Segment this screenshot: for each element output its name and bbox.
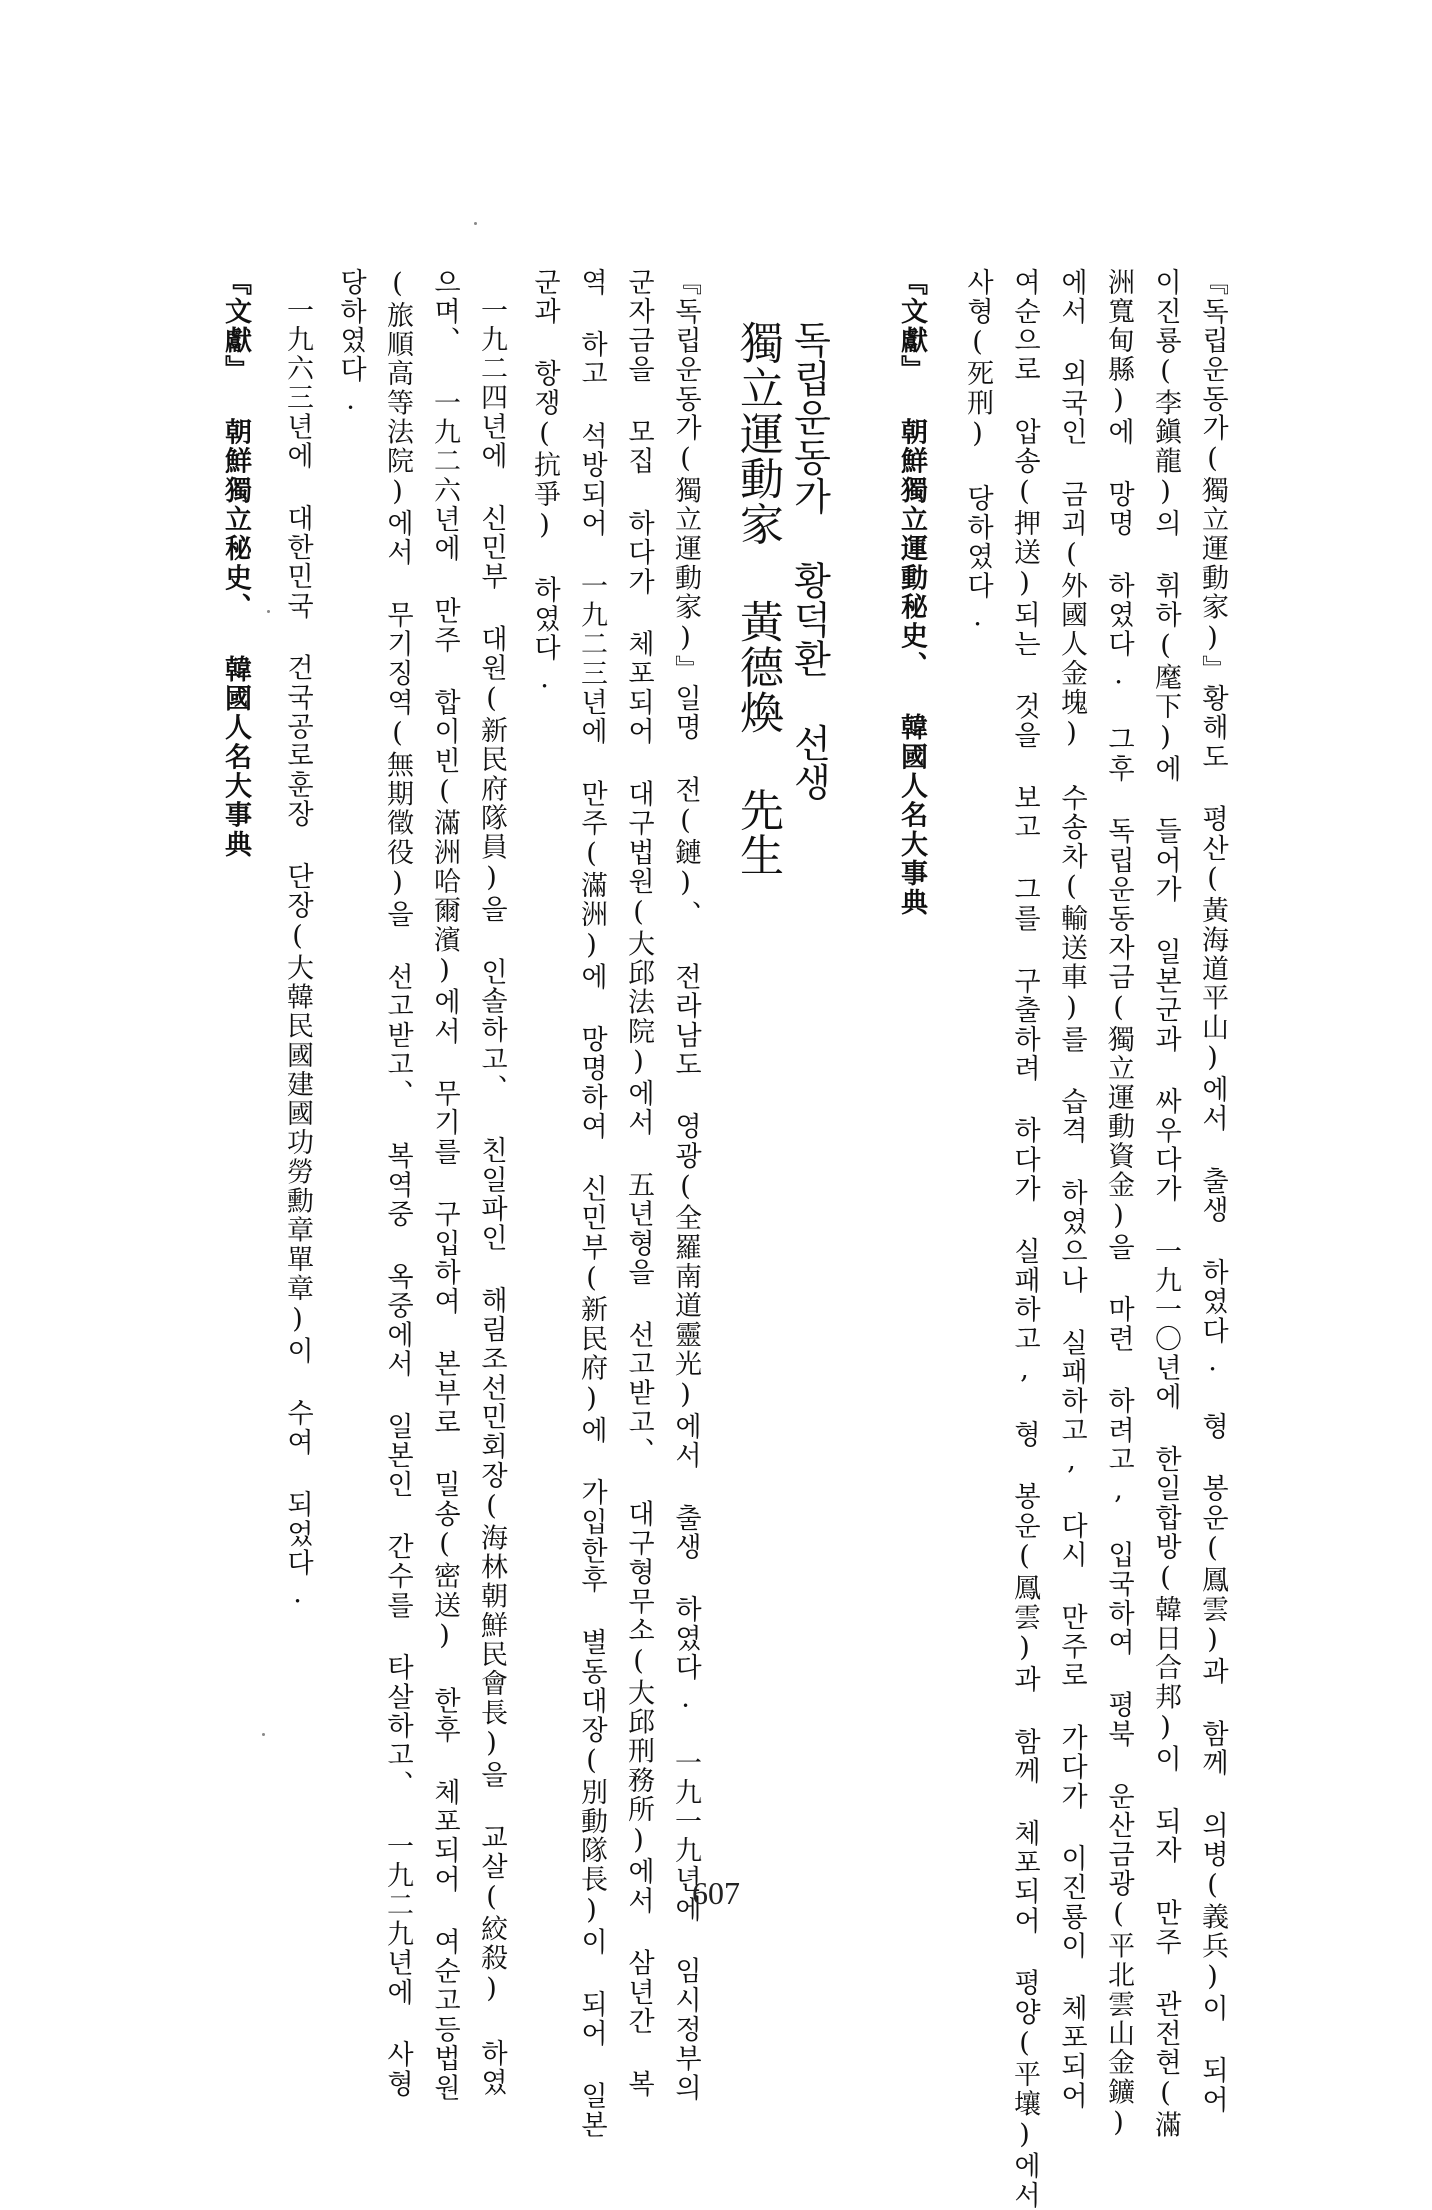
- text-column: 군자금을 모집 하다가 체포되어 대구법원(大邱法院)에서 五년형을 선고받고、 대구형무소(大邱刑務所)에서 삼년간 복: [623, 268, 654, 2099]
- title-hangul: 독립운동가 황덕환 선생: [787, 320, 831, 802]
- page-number: 607: [692, 1875, 740, 1911]
- scan-speck: [262, 1733, 265, 1736]
- text-column: 一九六三년에 대한민국 건국공로훈장 단장(大韓民國建國功勞勳章單章)이 수여 되었다.: [282, 296, 313, 1612]
- text-column: 사형(死刑) 당하였다.: [962, 268, 993, 634]
- text-column: 에서 외국인 금괴(外國人金塊) 수송차(輸送車)를 습격 하였으나 실패하고, 다시 만주로 가다가 이진룡이 체포되어: [1056, 268, 1087, 2111]
- scan-speck: [474, 222, 477, 225]
- text-column: 洲寬甸縣)에 망명 하였다. 그후 독립운동자금(獨立運動資金)을 마련 하려고, 입국하여 평북 운산금광(平北雲山金鑛): [1103, 268, 1134, 2140]
- text-column: 여순으로 압송(押送)되는 것을 보고 그를 구출하려 하다가 실패하고, 형 봉운(鳳雲)과 함께 체포되어 평양(平壤)에서: [1009, 268, 1040, 2210]
- text-column: 一九二四년에 신민부 대원(新民府隊員)을 인솔하고、 친일파인 해림조선민회장(海林朝鮮民會長)을 교살(絞殺) 하였: [476, 296, 507, 2098]
- text-column: 『독립운동가(獨立運動家)』황해도 평산(黃海道平山)에서 출생 하였다. 형 봉운(鳳雲)과 함께 의병(義兵)이 되어: [1197, 268, 1228, 2115]
- text-column: 당하였다.: [335, 268, 366, 418]
- bibliography: 『文獻』 朝鮮獨立秘史、 韓國人名大事典: [220, 268, 251, 860]
- scan-speck: [267, 610, 270, 613]
- text-column: 『독립운동가(獨立運動家)』일명 전(鏈)、 전라남도 영광(全羅南道靈光)에서 출생 하였다. 一九一九년에 임시정부의: [670, 268, 701, 2103]
- bibliography: 『文獻』 朝鮮獨立運動秘史、 韓國人名大事典: [896, 268, 927, 918]
- text-column: 이진룡(李鎭龍)의 휘하(麾下)에 들어가 일본군과 싸우다가 一九一〇년에 한일합방(韓日合邦)이 되자 만주 관전현(滿: [1150, 268, 1181, 2140]
- title-hanja: 獨立運動家 黃德煥 先生: [732, 320, 783, 878]
- text-column: 으며、 一九二六년에 만주 합이빈(滿洲哈爾濱)에서 무기를 구입하여 본부로 밀송(密送) 한후 체포되어 여순고등법원: [429, 268, 460, 2103]
- text-column: (旅順高等法院)에서 무기징역(無期徵役)을 선고받고、 복역중 옥중에서 일본인 간수를 타살하고、 一九二九년에 사형: [382, 268, 413, 2099]
- text-column: 역 하고 석방되어 一九二三년에 만주(滿洲)에 망명하여 신민부(新民府)에 가입한후 별동대장(別動隊長)이 되어 일본: [576, 268, 607, 2140]
- text-column: 군과 항쟁(抗爭) 하였다.: [529, 268, 560, 697]
